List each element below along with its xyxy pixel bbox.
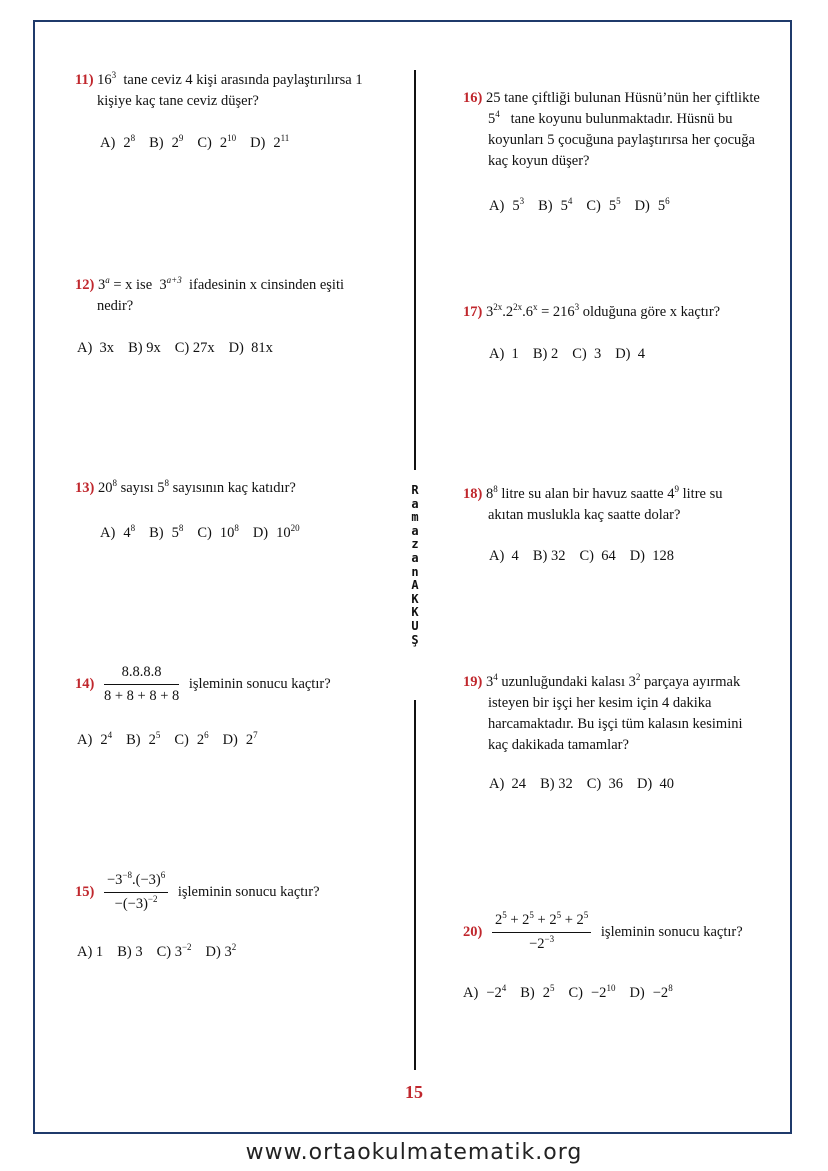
answer-option[interactable]: D) $2^7$ [222, 730, 258, 748]
question-19: 19) $3^4$ uzunluğundaki kalası $3^2$ parçaya ayırmak isteyen bir işçi her kesim için 4 dakika harcamaktadır. Bu işçi tüm kalasın kesimini kaç dakikada tamamlar? [463, 672, 743, 753]
answer-option[interactable]: C) 64 [579, 548, 616, 564]
question-13: 13) $20^8$ sayısı $5^8$ sayısının kaç katıdır? [75, 478, 296, 496]
author-letter: Ş [411, 632, 419, 647]
question-15-options [77, 944, 250, 961]
answer-option[interactable]: D) 81x [228, 340, 273, 356]
website-footer: www.ortaokulmatematik.org [245, 1140, 583, 1165]
question-11: 11) $16^3$ tane ceviz 4 kişi arasında paylaştırılırsa 1 kişiye kaç tane ceviz düşer? [75, 70, 363, 109]
question-20-options [463, 985, 687, 1002]
answer-option[interactable]: D) 4 [615, 346, 645, 362]
answer-option[interactable]: B) 32 [532, 548, 566, 564]
question-14-options [77, 732, 272, 749]
question-12-options [77, 340, 287, 357]
answer-option[interactable]: C) $3^{-2}$ [156, 942, 192, 960]
answer-option[interactable]: D) 128 [629, 548, 674, 564]
author-letter: K [411, 605, 419, 620]
answer-option[interactable]: B) 9x [128, 340, 161, 356]
answer-option[interactable]: $A) -2^4$ [463, 983, 507, 1001]
answer-option[interactable]: B) 2 [532, 346, 559, 362]
author-letter: n [411, 564, 419, 579]
author-letter: A [411, 578, 419, 593]
answer-option[interactable]: B) $2^9$ [149, 133, 184, 151]
question-17: 17) $3^{2x}.2^{2x}.6^x = 216^3$ olduğuna göre x kaçtır? [463, 302, 721, 320]
answer-option[interactable]: B) $2^5$ [126, 730, 161, 748]
question-17-options [489, 346, 659, 363]
answer-option[interactable]: D) $10^{20}$ [252, 523, 300, 541]
answer-option[interactable]: $C) -2^{10}$ [568, 983, 616, 1001]
answer-option[interactable]: B) $5^8$ [149, 523, 184, 541]
answer-option[interactable]: A) 1 [489, 346, 519, 362]
author-vertical-label [403, 484, 427, 647]
answer-option[interactable]: D) $2^{11}$ [250, 133, 290, 151]
question-18-options [489, 548, 688, 565]
answer-option[interactable]: C) $2^6$ [174, 730, 209, 748]
answer-option[interactable]: $D) -2^8$ [629, 983, 673, 1001]
page-number: 15 [405, 1082, 423, 1102]
author-letter: a [411, 496, 419, 511]
answer-option[interactable]: A) $4^8$ [100, 523, 136, 541]
author-letter: a [411, 523, 419, 538]
answer-option[interactable]: C) 36 [586, 776, 623, 792]
answer-option[interactable]: C) $10^8$ [197, 523, 239, 541]
answer-option[interactable]: C) 27x [174, 340, 215, 356]
question-18: 18) $8^8$ litre su alan bir havuz saatte $4^9$ litre su akıtan muslukla kaç saatte dolar? [463, 484, 723, 523]
question-19-options [489, 776, 688, 793]
fraction: $\frac{8.8.8.8}{8 + 8 + 8 + 8}$ [103, 664, 180, 704]
question-12: 12) 3$^a$ = x ise $3^{a+3}$ ifadesinin x cinsinden eşiti nedir? [75, 275, 345, 314]
question-13-options [100, 525, 314, 542]
answer-option[interactable]: D) $3^2$ [205, 942, 237, 960]
answer-option[interactable]: B) 32 [540, 776, 573, 792]
author-letter: a [411, 550, 419, 565]
author-letter: m [411, 510, 419, 525]
answer-option[interactable]: A) $5^3$ [489, 196, 525, 214]
author-letter: z [411, 537, 419, 552]
answer-option[interactable]: B) $5^4$ [538, 196, 573, 214]
answer-option[interactable]: A) 24 [489, 776, 527, 792]
answer-option[interactable]: D) 40 [636, 776, 674, 792]
answer-option[interactable]: A) 1 [77, 944, 104, 960]
answer-option[interactable]: A) $2^8$ [100, 133, 136, 151]
answer-option[interactable]: B) 3 [117, 944, 143, 960]
fraction: $\frac{-3^{-8}.(-3)^6}{-(-3)^{-2}}$ [104, 870, 168, 915]
answer-option[interactable]: C) $2^{10}$ [197, 133, 237, 151]
answer-option[interactable]: B) $2^5$ [520, 983, 555, 1001]
question-14: 14) $\frac{8.8.8.8}{8 + 8 + 8 + 8}$ işleminin sonucu kaçtır? [75, 662, 405, 707]
answer-option[interactable]: A) 4 [489, 548, 519, 564]
answer-option[interactable]: C) $5^5$ [586, 196, 621, 214]
question-15: 15) $\frac{-3^{-8}.(-3)^6}{-(-3)^{-2}}$ işleminin sonucu kaçtır? [75, 870, 405, 915]
question-20: 20) $\frac{2^5 + 2^5 + 2^5 + 2^5}{-2^{-3}}$ işleminin sonucu kaçtır? [463, 910, 793, 955]
column-divider-bottom [414, 700, 416, 1070]
column-divider-top [414, 70, 416, 470]
question-11-options [100, 135, 303, 152]
question-16: 16) 25 tane çiftliği bulunan Hüsnü’nün her çiftlikte $5^4$ tane koyunu bulunmaktadır. Hüsnü bu koyunları 5 çocuğuna paylaştırırsa her çocuğa kaç koyun düşer? [463, 90, 760, 169]
question-16-options [489, 198, 684, 215]
answer-option[interactable]: C) 3 [572, 346, 602, 362]
author-letter: R [411, 483, 419, 497]
answer-option[interactable]: A) 3x [77, 340, 115, 356]
answer-option[interactable]: A) $2^4$ [77, 730, 113, 748]
author-letter: K [411, 591, 419, 606]
fraction: $\frac{2^5 + 2^5 + 2^5 + 2^5}{-2^{-3}}$ [492, 910, 591, 955]
answer-option[interactable]: D) $5^6$ [634, 196, 670, 214]
author-letter: U [411, 618, 419, 633]
